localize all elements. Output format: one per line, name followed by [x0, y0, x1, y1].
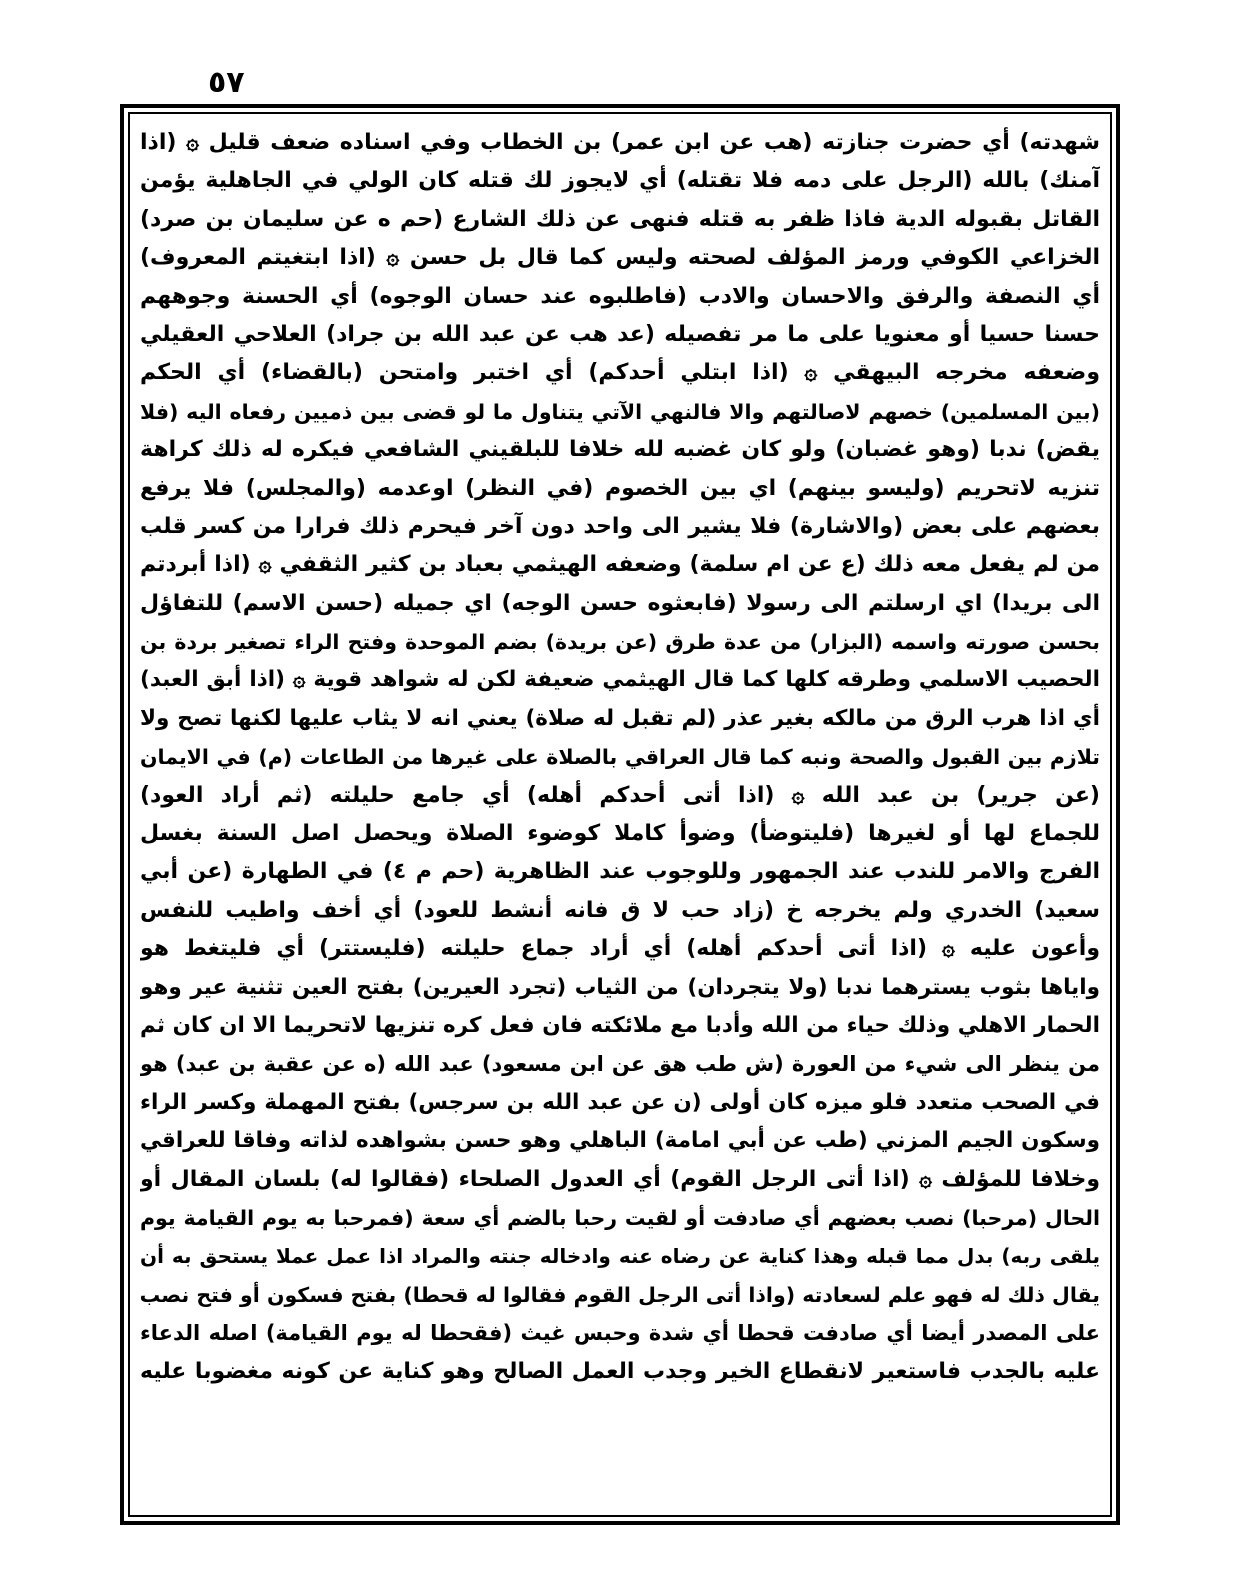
text-line: (بين المسلمين) خصهم لاصالتهم والا فالنهي الآتي يتناول ما لو قضى بين ذميين رفعاه اليه (فلا	[140, 399, 1100, 424]
text-line: على المصدر أيضا أي صادفت قحطا أي شدة وحبس غيث (فقحطا له يوم القيامة) اصله الدعاء	[140, 1321, 1100, 1346]
text-line: للجماع لها أو لغيرها (فليتوضأ) وضوأ كاملا كوضوء الصلاة ويحصل اصل السنة بغسل	[140, 821, 1100, 847]
text-line: واياها بثوب يسترهما ندبا (ولا يتجردان) من الثياب (تجرد العيرين) بفتح العين تثنية عير وهو	[140, 974, 1100, 1000]
text-line: الحمار الاهلي وذلك حياء من الله وأدبا مع ملائكته فان فعل كره تنزيها لاتحريما الا ان كان ثم	[140, 1012, 1100, 1038]
text-line: شهدته) أي حضرت جنازته (هب عن ابن عمر) بن الخطاب وفي اسناده ضعف قليل ۞ (اذا	[140, 130, 1100, 155]
text-line: بحسن صورته واسمه (البزار) من عدة طرق (عن بريدة) بضم الموحدة وفتح الراء تصغير بردة بن	[140, 630, 1100, 655]
text-line: وضعفه مخرجه البيهقي ۞ (اذا ابتلي أحدكم) أي اختبر وامتحن (بالقضاء) أي الحكم	[140, 360, 1100, 386]
text-line: الحصيب الاسلمي وطرقه كلها كما قال الهيثمي ضعيفة لكن له شواهد قوية ۞ (اذا أبق العبد)	[140, 667, 1100, 693]
text-line: بعضهم على بعض (والاشارة) فلا يشير الى واحد دون آخر فيحرم ذلك فرارا من كسر قلب	[140, 513, 1100, 539]
text-line: أي اذا هرب الرق من مالكه بغير عذر (لم تقبل له صلاة) يعني انه لا يثاب عليها لكنها تصح ولا	[140, 705, 1100, 731]
text-line: سعيد) الخدري ولم يخرجه خ (زاد حب لا ق فانه أنشط للعود) أي أخف واطيب للنفس	[140, 897, 1100, 923]
text-line: يقال ذلك له فهو علم لسعادته (واذا أتى الرجل القوم فقالوا له قحطا) بفتح فسكون أو فتح نصب	[140, 1282, 1100, 1307]
text-body	[140, 124, 1100, 1510]
text-line: تلازم بين القبول والصحة ونبه كما قال العراقي بالصلاة على غيرها من الطاعات (م) في الايمان	[140, 745, 1100, 770]
text-line: الى بريدا) اي ارسلتم الى رسولا (فابعثوه حسن الوجه) اي جميله (حسن الاسم) للتفاؤل	[140, 590, 1100, 616]
text-line: الفرج والامر للندب عند الجمهور وللوجوب عند الظاهرية (حم م ٤) في الطهارة (عن أبي	[140, 859, 1100, 885]
text-line: آمنك) بالله (الرجل على دمه فلا تقتله) أي لايجوز لك قتله كان الولي في الجاهلية يؤمن	[140, 168, 1100, 194]
text-line: حسنا حسيا أو معنويا على ما مر تفصيله (عد هب عن عبد الله بن جراد) العلاحي العقيلي	[140, 321, 1100, 347]
text-line: وسكون الجيم المزني (طب عن أبي امامة) الباهلي وهو حسن بشواهده لذاته وفاقا للعراقي	[140, 1128, 1100, 1154]
text-line: يقض) ندبا (وهو غضبان) ولو كان غضبه لله خلافا للبلقيني الشافعي فيكره له ذلك كراهة	[140, 437, 1100, 463]
text-line: القاتل بقبوله الدية فاذا ظفر به قتله فنهى عن ذلك الشارع (حم ه عن سليمان بن صرد)	[140, 206, 1100, 232]
text-line: في الصحب متعدد فلو ميزه كان أولى (ن عن عبد الله بن سرجس) بفتح المهملة وكسر الراء	[140, 1089, 1100, 1115]
text-line: من ينظر الى شيء من العورة (ش طب هق عن ابن مسعود) عبد الله (ه عن عقبة بن عبد) هو	[140, 1052, 1100, 1077]
text-line: وأعون عليه ۞ (اذا أتى أحدكم أهله) أي أراد جماع حليلته (فليستتر) أي فليتغط هو	[140, 936, 1100, 962]
text-line: الحال (مرحبا) نصب بعضهم أي صادفت أو لقيت رحبا بالضم أي سعة (فمرحبا به يوم القيامة يوم	[140, 1205, 1100, 1230]
text-line: يلقى ربه) بدل مما قبله وهذا كناية عن رضاه عنه وادخاله جنته والمراد اذا عمل عملا يستحق به أن	[140, 1244, 1100, 1269]
text-line: الخزاعي الكوفي ورمز المؤلف لصحته وليس كما قال بل حسن ۞ (اذا ابتغيتم المعروف)	[140, 245, 1100, 271]
text-line: (عن جرير) بن عبد الله ۞ (اذا أتى أحدكم أهله) أي جامع حليلته (ثم أراد العود)	[140, 782, 1100, 808]
text-line: تنزيه لاتحريم (وليسو بينهم) اي بين الخصوم (في النظر) اوعدمه (والمجلس) فلا يرفع	[140, 475, 1100, 501]
text-line: أي النصفة والرفق والاحسان والادب (فاطلبوه عند حسان الوجوه) أي الحسنة وجوههم	[140, 283, 1100, 309]
page-number: ٥٧	[208, 65, 245, 100]
text-line: عليه بالجدب فاستعير لانقطاع الخير وجدب العمل الصالح وهو كناية عن كونه مغضوبا عليه	[140, 1358, 1100, 1384]
text-line: وخلافا للمؤلف ۞ (اذا أتى الرجل القوم) أي العدول الصلحاء (فقالوا له) بلسان المقال أو	[140, 1166, 1100, 1192]
text-line: من لم يفعل معه ذلك (ع عن ام سلمة) وضعفه الهيثمي بعباد بن كثير الثقفي ۞ (اذا أبردتم	[140, 552, 1100, 578]
